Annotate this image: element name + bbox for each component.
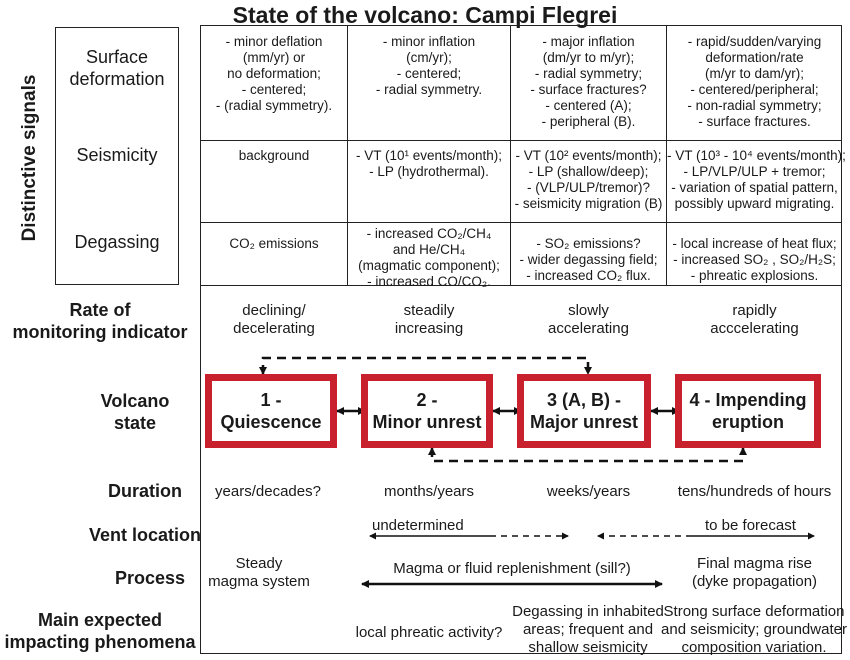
phenomena-minor-unrest: local phreatic activity? (355, 624, 503, 641)
rate-minor-unrest: steadily increasing (394, 302, 464, 337)
degassing-cell-quiescence: CO₂ emissions (229, 236, 319, 251)
surface-cell-impending-eruption: - rapid/sudden/varying deformation/rate (m/yr to dam/yr); - centered/peripheral; - non-radial symmetry; - surface fractures. (687, 34, 822, 129)
process-replenishment: Magma or fluid replenishment (sill?) (393, 560, 631, 577)
degassing-cell-major-unrest: - SO₂ emissions? - wider degassing field; - increased CO₂ flux. (519, 236, 658, 283)
state-box-quiescence: 1 - Quiescence (205, 374, 337, 448)
rate-impending-eruption: rapidly acccelerating (710, 302, 799, 337)
duration-major-unrest: weeks/years (546, 483, 631, 500)
seismicity-label: Seismicity (76, 145, 158, 165)
surface-cell-quiescence: - minor deflation (mm/yr) or no deformation; - centered; - (radial symmetry). (215, 34, 333, 113)
state-box-major-unrest: 3 (A, B) - Major unrest (517, 374, 651, 448)
seismicity-cell-minor-unrest: - VT (10¹ events/month); - LP (hydrothermal). (355, 148, 503, 179)
duration-impending-eruption: tens/hundreds of hours (677, 483, 832, 500)
vent-undetermined-text: undetermined (372, 517, 464, 534)
dashed-arrow-bottom (432, 448, 743, 461)
duration-minor-unrest: months/years (383, 483, 475, 500)
degassing-label: Degassing (74, 232, 160, 252)
vent-forecast-text: to be forecast (705, 517, 796, 534)
seismicity-cell-quiescence: background (238, 148, 310, 163)
process-final: Final magma rise (dyke propagation) (691, 555, 818, 590)
dashed-arrow-top (263, 358, 588, 374)
phenomena-major-unrest: Degassing in inhabited areas; frequent and shallow seismicity (512, 603, 664, 656)
phenomena-label: Main expected impacting phenomena (4, 610, 196, 652)
seismicity-cell-impending-eruption: - VT (10³ - 10⁴ events/month); - LP/VLP/ULP + tremor; - variation of spatial pattern, possibly upward migrating. (667, 148, 846, 211)
degassing-cell-impending-eruption: - local increase of heat flux; - increased SO₂ , SO₂/H₂S; - phreatic explosions. (672, 236, 837, 283)
surface-cell-minor-unrest: - minor inflation (cm/yr); - centered; - radial symmetry. (375, 34, 483, 97)
surface-deformation-label: Surface deformation (69, 47, 165, 89)
phenomena-impending-eruption: Strong surface deformation and seismicity; groundwater composition variation. (661, 603, 847, 656)
volcano-state-label: Volcano state (100, 391, 170, 433)
state-box-minor-unrest: 2 - Minor unrest (361, 374, 493, 448)
surface-cell-major-unrest: - major inflation (dm/yr to m/yr); - radial symmetry; - surface fractures? - centered (A); - peripheral (B). (530, 34, 647, 129)
seismicity-cell-major-unrest: - VT (10² events/month); - LP (shallow/deep); - (VLP/ULP/tremor)? - seismicity migration (B) (514, 148, 663, 211)
rate-label: Rate of monitoring indicator (12, 300, 188, 342)
vent-location-label: Vent location (88, 525, 202, 545)
rate-major-unrest: slowly accelerating (548, 302, 629, 337)
duration-label: Duration (108, 481, 182, 501)
process-steady: Steady magma system (208, 555, 310, 590)
distinctive-signals-label: Distinctive signals (19, 74, 40, 242)
rate-quiescence: declining/ decelerating (233, 302, 315, 337)
process-label: Process (114, 568, 186, 588)
state-box-impending-eruption: 4 - Impending eruption (675, 374, 821, 448)
duration-quiescence: years/decades? (215, 483, 321, 500)
diagram-title: State of the volcano: Campi Flegrei (232, 2, 618, 28)
degassing-cell-minor-unrest: - increased CO₂/CH₄ and He/CH₄ (magmatic component); - increased CO/CO₂. (358, 226, 500, 289)
